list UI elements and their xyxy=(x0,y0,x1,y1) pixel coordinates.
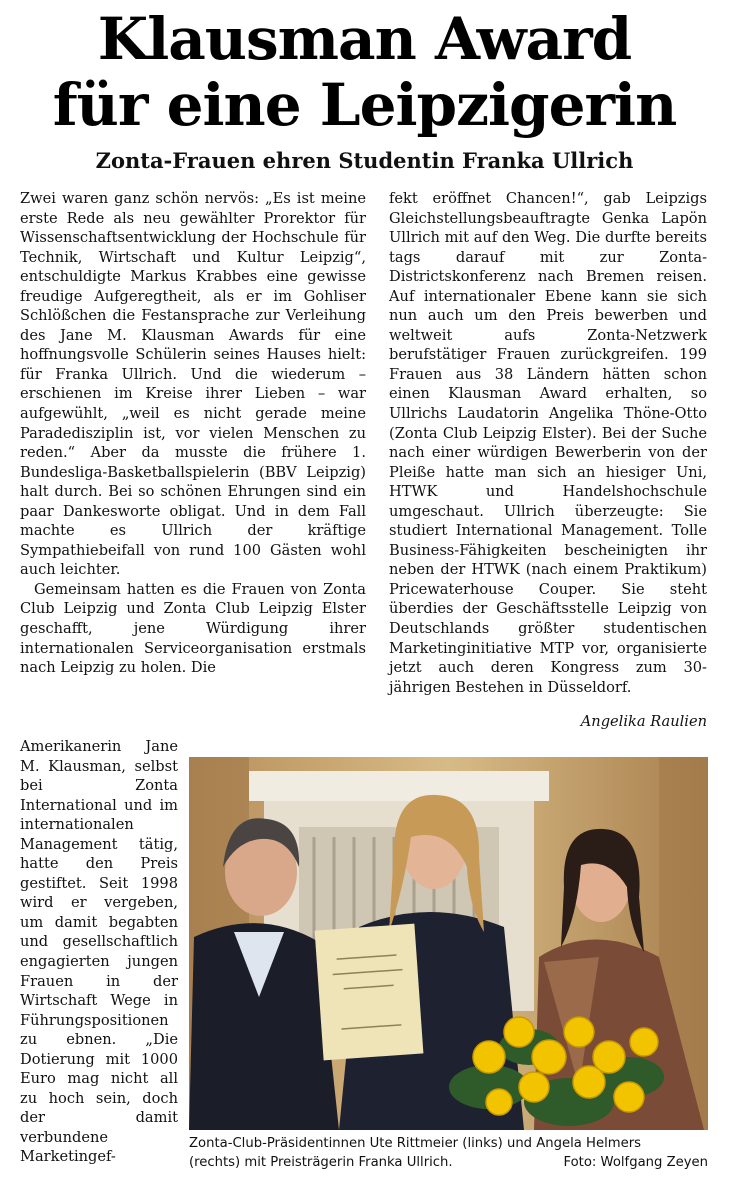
caption-line-1: Zonta-Club-Präsidentinnen Ute Rittmeier (links) und Angela Helmers xyxy=(189,1136,641,1151)
paragraph-narrow: Amerikanerin Jane M. Klausman, selbst bei Zonta International und im internationalen Management tätig, hatte den Preis gestiftet. Seit 1998 wird er vergeben, um damit begabten und gesellschaftlich engagierten jungen Frauen in der Wirtschaft Wege in Führungspositionen zu ebnen. „Die Dotierung mit 1000 Euro mag nicht all zu hoch sein, doch der damit verbundene Marketingef- xyxy=(20,738,178,1166)
photo-certificate xyxy=(315,924,424,1061)
article-column-1 xyxy=(20,189,366,678)
paragraph-column-2: fekt eröffnet Chancen!“, gab Leipzigs Gleichstellungsbeauftragte Genka Lapön Ullrich mit auf den Weg. Die durfte bereits tags darauf mit zur Zonta-Districtskonferenz nach Bremen reisen. Auf internationaler Ebene kann sie sich nun auch um den Preis bewerben und weltweit aufs Zonta-Netzwerk berufstätiger Frauen zurückgreifen. 199 Frauen aus 38 Ländern hätten schon einen Klausman Award erhalten, so Ullrichs Laudatorin Angelika Thöne-Otto (Zonta Club Leipzig Elster). Bei der Suche nach einer würdigen Bewerberin von der Pleiße hatte man sich an hiesiger Uni, HTWK und Handelshochschule umgeschaut. Ullrich überzeugte: Sie studiert International Management. Tolle Business-Fähigkeiten bescheinigten ihr neben der HTWK (nach einem Praktikum) Pricewaterhouse Couper. Sie steht überdies der Geschäftsstelle Leipzig von Deutschlands größter studentischen Marketinginitiative MTP vor, organisierte jetzt auch deren Kongress zum 30-jährigen Bestehen in Düsseldorf. xyxy=(389,190,707,696)
paragraph-2: Gemeinsam hatten es die Frauen von Zonta Club Leipzig und Zonta Club Leipzig Elster geschafft, jene Würdigung ihrer internationalen Serviceorganisation erstmals nach Leipzig zu holen. Die xyxy=(20,580,366,677)
paragraph-1: Zwei waren ganz schön nervös: „Es ist meine erste Rede als neu gewählter Prorektor für Wissenschaftsentwicklung der Hochschule für Technik, Wirtschaft und Kultur Leipzig“, entschuldigte Markus Krabbes eine gewisse freudige Aufgeregtheit, als er im Gohliser Schlößchen die Festansprache zur Verleihung des Jane M. Klausman Awards für eine hoffnungsvolle Schülerin seines Hauses hielt: für Franka Ullrich. Und die wiederum – erschienen im Kreise ihrer Lieben – war aufgewühlt, „weil es nicht gerade meine Paradedisziplin ist, vor vielen Menschen zu reden.“ Aber da musste die frühere 1. Bundesliga-Basketballspielerin (BBV Leipzig) halt durch. Bei so schönen Ehrungen sind ein paar Dankesworte obligat. Und in dem Fall machte es Ullrich der kräftige Sympathiebeifall von rund 100 Gästen wohl auch leichter. xyxy=(20,190,366,579)
photo-mantel xyxy=(249,771,549,801)
photo-credit: Foto: Wolfgang Zeyen xyxy=(563,1155,708,1170)
photo-illustration xyxy=(189,757,708,1130)
article-narrow-column xyxy=(20,737,178,1167)
subheadline: Zonta-Frauen ehren Studentin Franka Ullrich xyxy=(95,148,634,173)
headline-line-1: Klausman Award xyxy=(97,5,632,73)
caption-line-2: (rechts) mit Preisträgerin Franka Ullrich. xyxy=(189,1155,453,1170)
caption-line-2-row xyxy=(189,1153,708,1172)
headline xyxy=(0,6,729,138)
article-column-2 xyxy=(389,189,707,697)
headline-line-2: für eine Leipzigerin xyxy=(52,71,677,139)
author-byline: Angelika Raulien xyxy=(580,713,707,730)
article-photo xyxy=(189,757,708,1130)
photo-caption xyxy=(189,1134,708,1172)
